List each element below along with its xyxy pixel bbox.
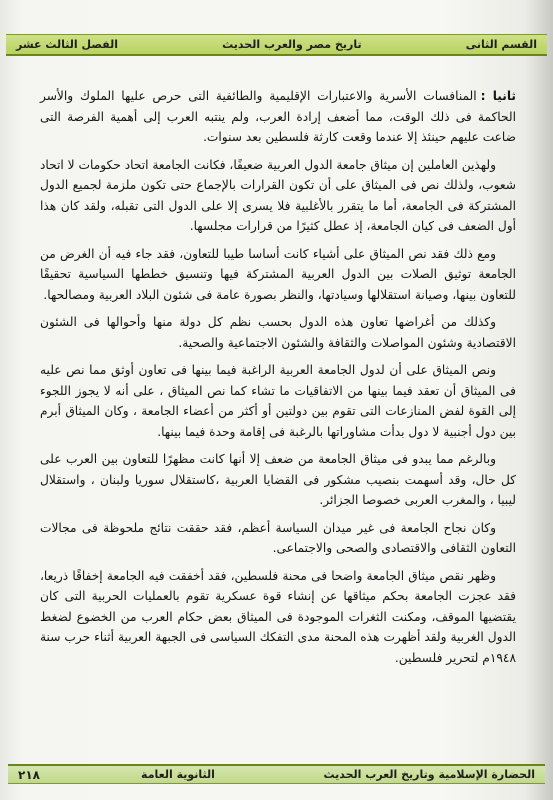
- paragraph-7: وكان نجاح الجامعة فى غير ميدان السياسة أعظم، فقد حققت نتائج ملحوظة فى مجالات التعاون الثقافى والاقتصادى والصحى والاجتماعى.: [40, 520, 516, 555]
- footer-school-level: الثانوية العامة: [141, 768, 215, 781]
- paragraph-lead: ثانيا :: [480, 89, 516, 103]
- page-footer: [8, 764, 545, 784]
- page-number: ٢١٨: [18, 767, 40, 782]
- header-part: القسم الثانى: [465, 38, 537, 51]
- paragraph-text: المنافسات الأسرية والاعتبارات الإقليمية والطائفية التى حرص عليها الملوك والأسر الحاكمة فى ذلك الوقت، مما أضعف إرادة العرب، ولم ينتبه العرب إلى أهمية الفرصة التى ضاعت عليهم حينئذ إلا عندما وقعت كارثة فلسطين بعد سنوات.: [40, 89, 516, 144]
- paragraph-1: [40, 86, 516, 148]
- paragraph-4: وكذلك من أغراضها تعاون هذه الدول بحسب نظم كل دولة منها وأحوالها فى الشئون الاقتصادية وشئون المواصلات والثقافة والشئون الاجتماعية والصحية.: [40, 315, 516, 350]
- paragraph-5: ونص الميثاق على أن لدول الجامعة العربية الراغبة فيما بينها فى تعاون أوثق مما نص عليه فى الميثاق أن تعقد فيما بينها من الاتفاقيات ما تشاء كما نص الميثاق ، على أنه لا يجوز اللجوء إلى القوة لفض المنازعات التى تقوم بين دولتين أو أكثر من أعضاء الجامعة ، وكان الميثاق أبرم بين دول أجنبية لا دول بدأت مشاوراتها بالرغبة فى إقامة وحدة فيما بينها.: [40, 363, 516, 439]
- footer-book-title: الحضارة الإسلامية وتاريخ العرب الحديث: [323, 768, 535, 781]
- paragraph-2: ولهذين العاملين إن ميثاق جامعة الدول العربية ضعيفًا، فكانت الجامعة اتحاد حكومات لا اتحاد شعوب، ولذلك نص فى الميثاق على أن تكون القرارات بالإجماع حتى تكون ملزمة لجميع الدول المشتركة فى الجامعة، أما ما يتقرر بالأغلبية فلا يسرى إلا على الدول التى تقبله، ولقد كان هذا أول الضعف فى كيان الجامعة، إذ عطل كثيرًا من قرارات مجلسها.: [40, 157, 516, 233]
- paragraph-8: وظهر نقص ميثاق الجامعة واضحا فى محنة فلسطين، فقد أخفقت فيه الجامعة إخفاقًا ذريعا، فقد عجزت الجامعة بحكم ميثاقها عن إنشاء قوة عسكرية تقوم بالعمليات الحربية التى كان يقتضيها الموقف، ومكنت الثغرات الموجودة فى الميثاق بعض حكام العرب من الخضوع لضغط الدول الغربية ولقد أظهرت هذه المحنة مدى التفكك السياسى فى الجبهة العربية أثناء حرب سنة ١٩٤٨م لتحرير فلسطين.: [40, 568, 516, 665]
- paragraph-3: ومع ذلك فقد نص الميثاق على أشياء كانت أساسا طيبا للتعاون، فقد جاء فيه أن الغرض من الجامعة توثيق الصلات بين الدول العربية المشتركة فيها وتنسيق خططها السياسية تحقيقًا للتعاون بينها، وصيانة استقلالها وسيادتها، والنظر بصورة عامة فى شئون البلاد العربية ومصالحها.: [40, 246, 516, 302]
- header-book-subject: تاريخ مصر والعرب الحديث: [222, 38, 362, 51]
- page-header: [6, 34, 547, 56]
- body-text: [40, 86, 516, 675]
- paragraph-6: وبالرغم مما يبدو فى ميثاق الجامعة من ضعف إلا أنها كانت مظهرًا للتعاون بين العرب على كل حال، وقد أسهمت بنصيب مشكور فى القضايا العربية ،كاستقلال سوريا ولبنان ، واستقلال ليبيا ، والمغرب العربى خصوصا الجزائر.: [40, 452, 516, 507]
- header-chapter: الفصل الثالث عشر: [16, 38, 118, 51]
